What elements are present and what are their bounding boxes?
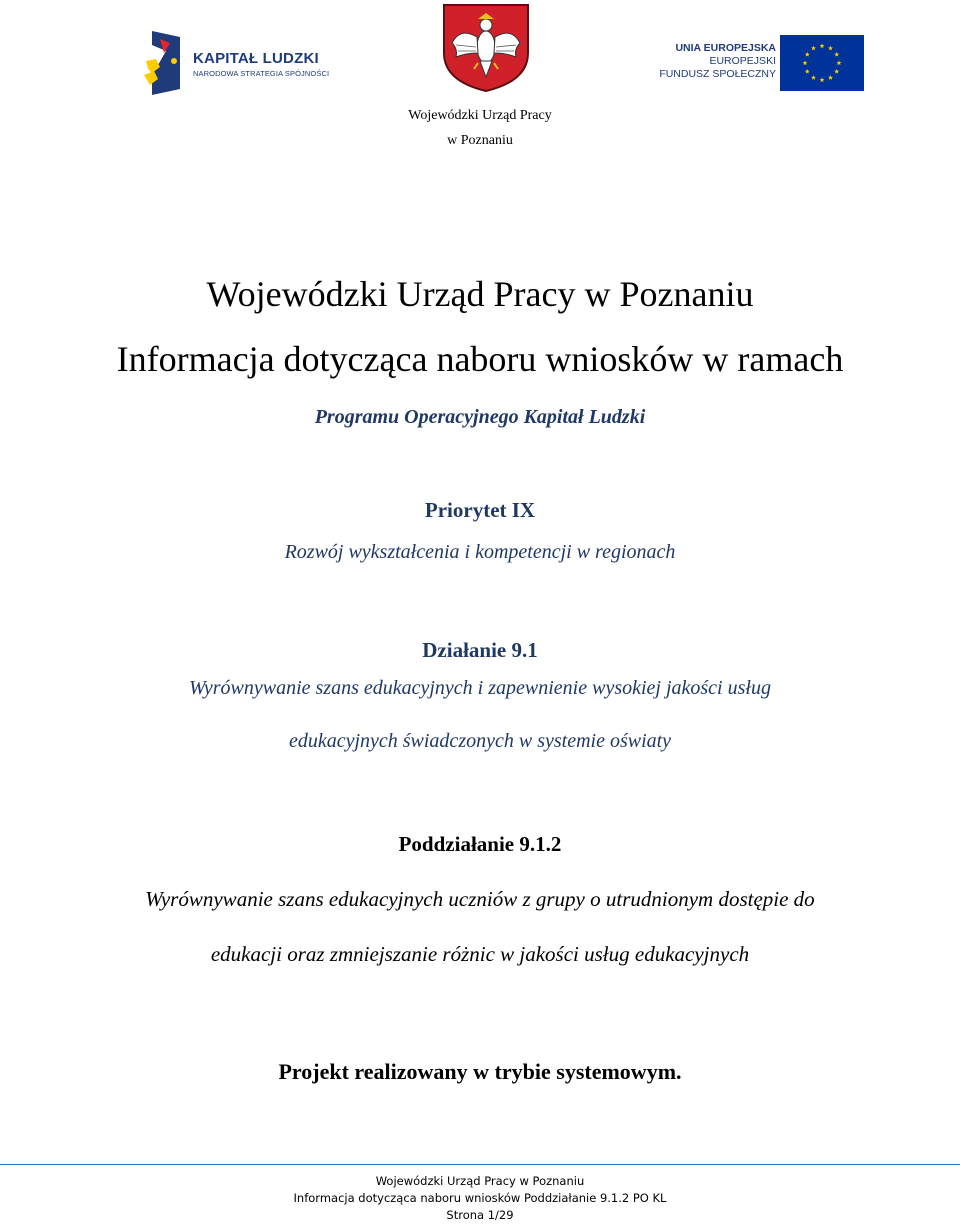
- subaction-label: Poddziałanie 9.1.2: [398, 832, 562, 856]
- eagle-crest-icon: [442, 3, 530, 93]
- document-title: Wojewódzki Urząd Pracy w Poznaniu: [206, 274, 754, 314]
- header-line-1: Wojewódzki Urząd Pracy: [408, 108, 552, 123]
- subaction-name-line-2: edukacji oraz zmniejszanie różnic w jakości usług edukacyjnych: [210, 942, 750, 966]
- eu-flag-icon: [780, 35, 864, 91]
- footer-line-2: Informacja dotycząca naboru wniosków Poddziałanie 9.1.2 PO KL: [293, 1191, 667, 1205]
- eu-line-2: EUROPEJSKI: [709, 55, 776, 67]
- footer-divider: [0, 1164, 960, 1165]
- project-mode: Projekt realizowany w trybie systemowym.: [278, 1059, 682, 1084]
- subaction-name-line-1: Wyrównywanie szans edukacyjnych uczniów z grupy o utrudnionym dostępie do: [145, 887, 815, 911]
- action-label: Działanie 9.1: [422, 638, 538, 662]
- kapital-ludzki-logo: [144, 31, 334, 95]
- header-line-2: w Poznaniu: [447, 133, 513, 148]
- priority-label: Priorytet IX: [424, 498, 536, 522]
- footer-line-1: Wojewódzki Urząd Pracy w Poznaniu: [375, 1174, 585, 1188]
- action-name-line-2: edukacyjnych świadczonych w systemie oświaty: [288, 730, 672, 752]
- eu-line-1: UNIA EUROPEJSKA: [675, 42, 776, 54]
- priority-name: Rozwój wykształcenia i kompetencji w regionach: [284, 541, 676, 563]
- kapital-ludzki-title: KAPITAŁ LUDZKI: [193, 50, 319, 67]
- footer-page-number: Strona 1/29: [446, 1208, 514, 1222]
- document-subtitle: Informacja dotycząca naboru wniosków w ramach: [116, 339, 844, 379]
- action-name-line-1: Wyrównywanie szans edukacyjnych i zapewnienie wysokiej jakości usług: [189, 677, 771, 699]
- kapital-ludzki-subtitle: NARODOWA STRATEGIA SPÓJNOŚCI: [193, 69, 330, 78]
- kapital-ludzki-emblem-icon: [144, 31, 188, 95]
- eu-line-3: FUNDUSZ SPOŁECZNY: [659, 68, 776, 80]
- program-name: Programu Operacyjnego Kapitał Ludzki: [314, 406, 646, 428]
- eu-logo: [652, 34, 868, 94]
